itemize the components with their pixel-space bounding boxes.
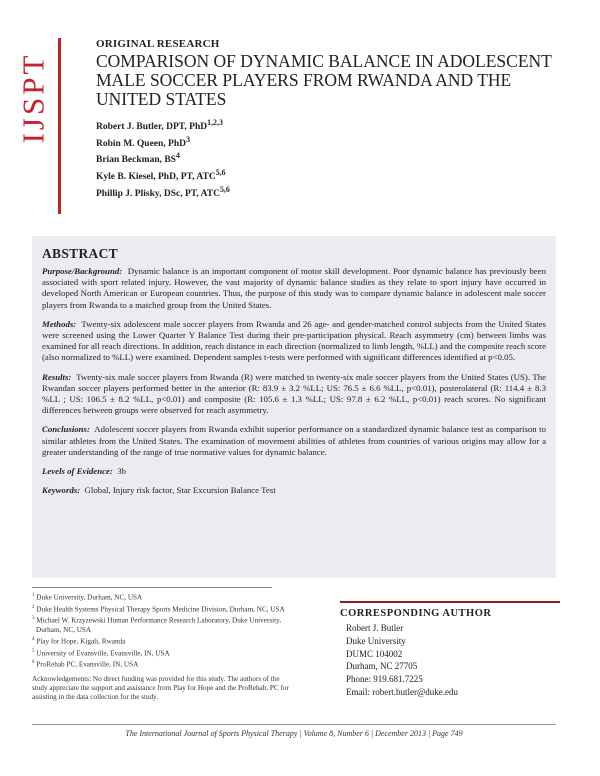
corresponding-author-rule bbox=[340, 601, 560, 603]
affiliations bbox=[32, 587, 292, 702]
page-footer: The International Journal of Sports Physical Therapy | Volume 8, Number 6 | December 2013 | Page 749 bbox=[125, 729, 463, 738]
abstract-conclusions: Conclusions: Adolescent soccer players from Rwanda exhibit superior performance on a standardized dynamic balance test as comparison to similar athletes from the United States. The examination of movement abilities of athletes from countries of various origins may allow for a greater understanding of the range of true normative values for dynamic balance. bbox=[42, 424, 546, 457]
corresponding-author-phone: Phone: 919.681.7225 bbox=[346, 674, 423, 685]
abstract-keywords: Keywords: Global, Injury risk factor, Star Excursion Balance Test bbox=[42, 485, 276, 496]
header-red-rule bbox=[58, 38, 61, 214]
article-type-label: ORIGINAL RESEARCH bbox=[96, 38, 220, 50]
affiliation-item: $^4$ Play for Hope, Kigali, Rwanda bbox=[32, 636, 126, 646]
corresponding-author-institution: Duke University bbox=[346, 635, 406, 646]
article-header bbox=[96, 38, 566, 200]
corresponding-author-heading: CORRESPONDING AUTHOR bbox=[340, 608, 492, 619]
corresponding-author-city: Durham, NC 27705 bbox=[346, 661, 418, 672]
author-item: Brian Beckman, $BS^4$ bbox=[96, 151, 180, 166]
footnote-rule bbox=[32, 587, 272, 588]
author-list bbox=[96, 117, 566, 200]
journal-logo-text: IJSPT bbox=[15, 52, 50, 144]
affiliation-item: $^3$ Michael W. Krzyzewski Human Performance Research Laboratory, Duke University, Durham, NC, USA bbox=[32, 616, 282, 634]
corresponding-author-box: DUMC 104002 bbox=[346, 648, 403, 659]
abstract-box bbox=[32, 236, 556, 578]
affiliation-item: $^5$ University of Evansville, Evansville, IN, USA bbox=[32, 648, 170, 657]
footer-rule bbox=[32, 724, 556, 725]
acknowledgements: Acknowledgements: No direct funding was provided for this study. The authors of the study appreciate the support and assistance from Play for Hope and the ProRehab, PC for assisting in the data collection for the study. bbox=[32, 674, 289, 702]
abstract-results: Results: Twenty-six male soccer players from Rwanda (R) were matched to twenty-six male soccer players from the United States (US). The Rwandan soccer players performed better in the anterior (R: 83.9 ± 3.2 %LL; US: 76.5 ± 6.6 %LL, p<0.01), posterolateral (R: 114.4 ± 8.3 %LL ; US: 106.5 ± 8.2 %LL, p<0.01) and composite (R: 105.6 ± 1.3 %LL; US: 97.8 ± 6.2 %LL, p<0.01) reach scores. No significant differences between groups were observed for reach asymmetry. bbox=[42, 371, 546, 416]
corresponding-author bbox=[340, 601, 560, 699]
abstract-purpose: Purpose/Background: Dynamic balance is an important component of motor skill development. Poor dynamic balance has previously been associated with sport related injury. However, the vast majority of dynamic balance studies as they relate to sport injury have occurred in developed North American or European countries. Thus, the purpose of this study was to compare dynamic balance in adolescent male soccer players from Rwanda to a matched group from the United States. bbox=[42, 266, 546, 310]
author-item: Robert J. Butler, DPT, PhD$^{1,2,3}$ bbox=[96, 118, 223, 133]
author-item: Kyle B. Kiesel, PhD, PT, ATC$^{5,6}$ bbox=[96, 167, 226, 183]
abstract-heading: ABSTRACT bbox=[42, 246, 118, 261]
author-item: Phillip J. Plisky, DSc, PT, ATC$^{5,6}$ bbox=[96, 184, 230, 199]
abstract-levels-of-evidence: Levels of Evidence: 3b bbox=[42, 466, 127, 477]
journal-logo bbox=[15, 38, 50, 158]
article-title: COMPARISON OF DYNAMIC BALANCE IN ADOLESCENT MALE SOCCER PLAYERS FROM RWANDA AND THE UNITED STATES bbox=[96, 51, 552, 109]
corresponding-author-email[interactable]: Email: robert.butler@duke.edu bbox=[346, 686, 459, 697]
affiliation-item: $^6$ ProRehab PC, Evansville, IN, USA bbox=[32, 660, 139, 669]
corresponding-author-name: Robert J. Butler bbox=[346, 623, 404, 633]
author-item: Robin M. Queen, PhD$^3$ bbox=[96, 134, 190, 149]
abstract-methods: Methods: Twenty-six adolescent male soccer players from Rwanda and 26 age- and gender-matched control subjects from the United States were screened using the Lower Quarter Y Balance Test during their pre-participation physical. Reach asymmetry (cm) between limbs was examined for all reach directions. In addition, reach distance in each direction (normalized to limb length, %LL) and the composite reach score (also normalized to %LL) were examined. Dependent samples t-tests were performed with significant differences identified at p<0.05. bbox=[42, 318, 546, 363]
affiliation-item: $^2$ Duke Health Systems Physical Therapy Sports Medicine Division, Durham, NC, USA bbox=[32, 604, 285, 613]
affiliation-item: $^1$ Duke University, Durham, NC, USA bbox=[32, 593, 143, 602]
